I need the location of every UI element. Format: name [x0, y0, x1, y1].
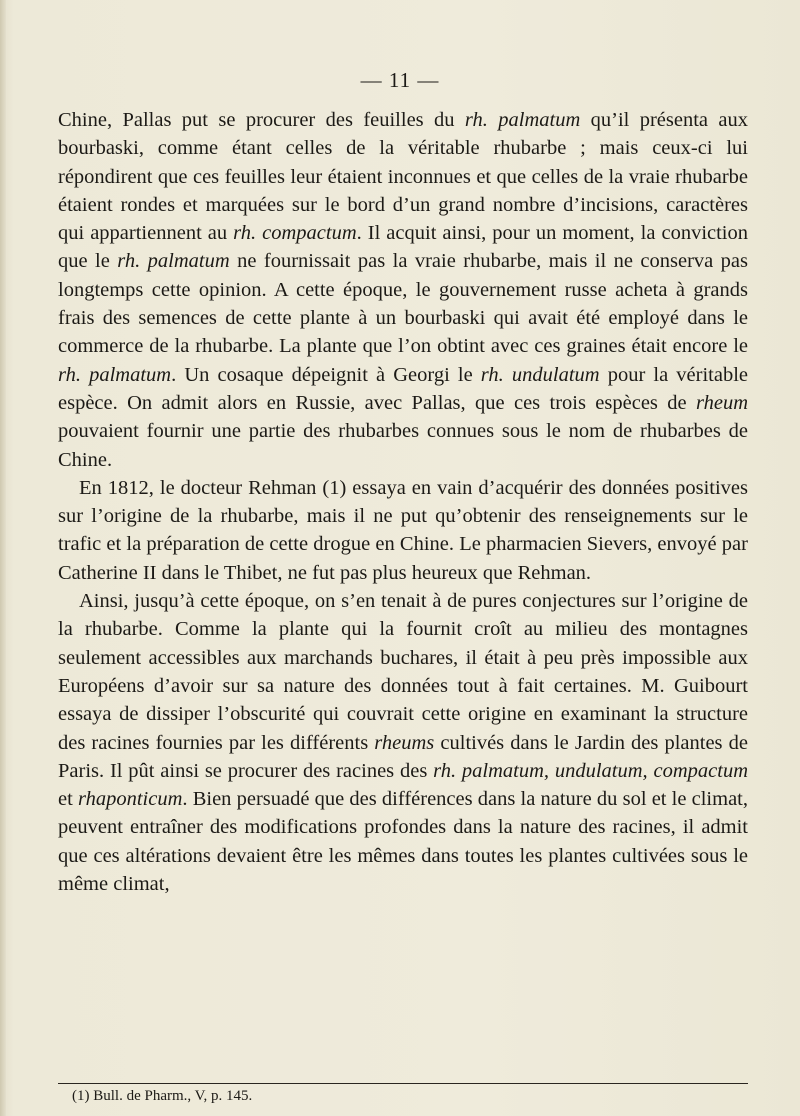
footnote: (1) Bull. de Pharm., V, p. 145.: [72, 1088, 253, 1104]
paragraph-continuation: [58, 106, 748, 474]
italic-term: rh. palmatum, undulatum, compactum: [433, 759, 749, 782]
paragraph-rehman: [58, 474, 748, 587]
text-run: qu’il présenta aux bourbaski, comme étant celles de la véritable rhubarbe ; mais ceux-ci lui répondirent que ces feuilles leur étaient inconnues et que celles de la vraie rhubarbe étaient rondes et marquées sur le bord d’un grand nombre d’incisions, caractères qui appartiennent au: [58, 109, 748, 245]
italic-term: rh. compactum: [233, 222, 357, 245]
italic-term: rh. palmatum: [464, 109, 581, 131]
text-run: . Bien persuadé que des différences dans la nature du sol et le climat, peuvent entraîner des modifications profondes dans la nature des racines, il admit que ces altérations devaient être les mêmes dans toutes les plantes cultivées sous le même climat,: [58, 788, 748, 896]
italic-term: rh. palmatum: [117, 250, 230, 273]
text-run: En 1812, le docteur Rehman (1) essaya en vain d’acquérir des données positives sur l’origine de la rhubarbe, mais il ne put qu’obtenir des renseignements sur le trafic et la préparation de cette drogue en Chine. Le pharmacien Sievers, envoyé par Catherine II dans le Thibet, ne fut pas plus heureux que Rehman.: [58, 476, 748, 584]
text-run: . Un cosaque dépeignit à Georgi le: [171, 363, 481, 386]
text-run: ne fournissait pas la vraie rhubarbe, mais il ne conserva pas longtemps cette opinion. A cette époque, le gouvernement russe acheta à grands frais des semences de cette plante à un bourbaski qui avait été employé dans le commerce de la rhubarbe. La plante que l’on obtint avec ces graines était encore le: [58, 250, 748, 358]
italic-term: rheum: [695, 391, 748, 414]
page-number: — 11 —: [360, 68, 440, 92]
text-run: cultivés dans le Jardin des plantes de Paris. Il pût ainsi se procurer des racines des: [58, 731, 748, 782]
text-run: Chine, Pallas put se procurer des feuilles du: [58, 109, 465, 131]
text-run: pouvaient fournir une partie des rhubarbes connues sous le nom de rhubarbes de Chine.: [58, 420, 748, 471]
text-run: et: [58, 788, 78, 811]
italic-term: rh. undulatum: [480, 363, 600, 386]
italic-term: rhaponticum: [77, 788, 183, 811]
body-text: [58, 106, 748, 898]
footnote-rule: [58, 1083, 748, 1084]
text-run: . Il acquit ainsi, pour un moment, la conviction que le: [58, 222, 748, 273]
italic-term: rheums: [374, 731, 435, 754]
text-run: Ainsi, jusqu’à cette époque, on s’en tenait à de pures conjectures sur l’origine de la rhubarbe. Comme la plante qui la fournit croît au milieu des montagnes seulement accessibles aux marchands buchares, il était à peu près impossible aux Européens d’avoir sur sa nature des données tout à fait certaines. M. Guibourt essaya de dissiper l’obscurité qui couvrait cette origine en examinant la structure des racines fournies par les différents: [58, 590, 748, 754]
italic-term: rh. palmatum: [58, 363, 172, 386]
page-spine-shadow: [0, 0, 6, 1116]
paragraph-guibourt: [58, 587, 748, 898]
text-run: pour la véritable espèce. On admit alors en Russie, avec Pallas, que ces trois espèces de: [58, 363, 748, 414]
